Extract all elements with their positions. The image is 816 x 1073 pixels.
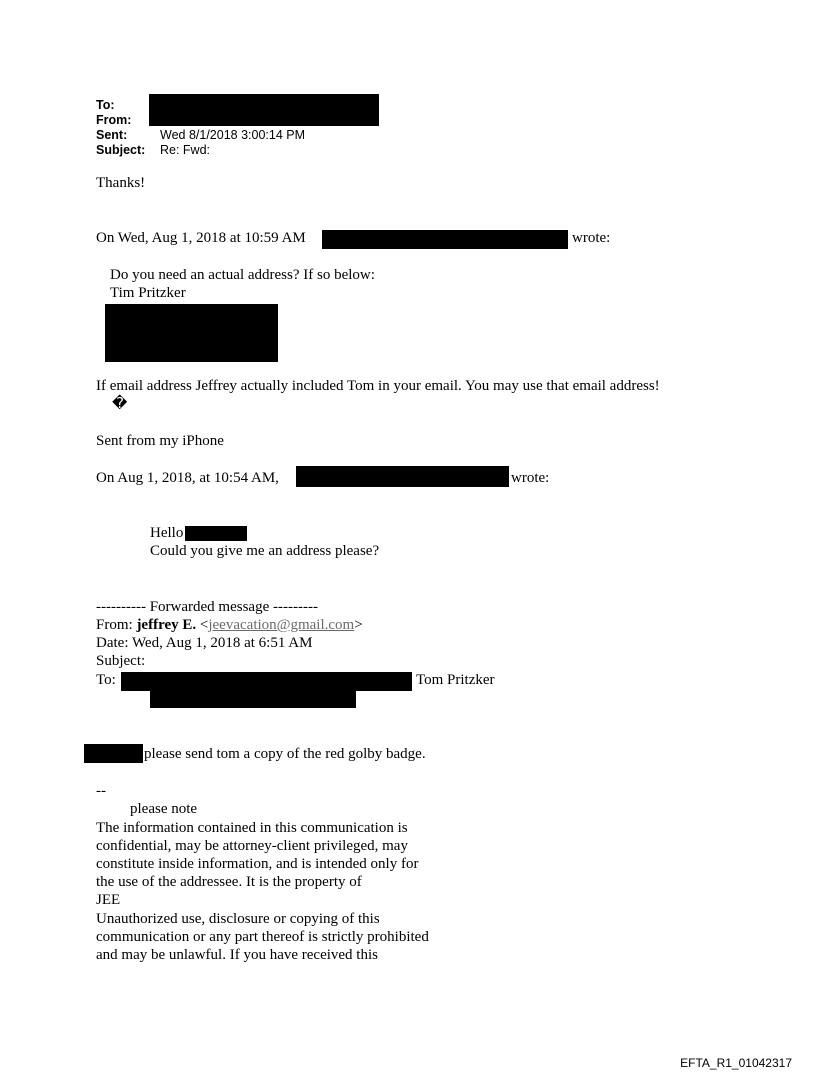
signature-note: please note bbox=[130, 801, 198, 817]
thanks-text: Thanks! bbox=[96, 175, 146, 191]
forwarded-from-name: jeffrey E. bbox=[136, 617, 197, 633]
redaction-forwarded-to-2 bbox=[150, 690, 356, 708]
document-id: EFTA_R1_01042317 bbox=[680, 1056, 792, 1070]
sent-from-text: Sent from my iPhone bbox=[96, 433, 224, 449]
header-to-label: To: bbox=[96, 98, 115, 112]
header-sent-label: Sent: bbox=[96, 128, 128, 142]
address-question: Do you need an actual address? If so below: bbox=[110, 267, 375, 283]
redaction-hello-name bbox=[185, 526, 247, 541]
redaction-message-recipient bbox=[84, 744, 143, 763]
header-subject-label: Subject: bbox=[96, 143, 146, 157]
disclaimer-line: JEE bbox=[96, 892, 121, 908]
header-from-label: From: bbox=[96, 113, 132, 127]
forwarded-from-line: From: jeffrey E. <jeevacation@gmail.com> bbox=[96, 617, 363, 633]
forwarded-from-email-link[interactable]: jeevacation@gmail.com bbox=[208, 617, 355, 633]
disclaimer-line: the use of the addressee. It is the property of bbox=[96, 874, 362, 890]
redaction-forwarded-to-1 bbox=[121, 672, 412, 691]
disclaimer-line: confidential, may be attorney-client privileged, may bbox=[96, 838, 408, 854]
forwarded-message-text: please send tom a copy of the red golby badge. bbox=[144, 746, 426, 762]
address-name: Tim Pritzker bbox=[110, 285, 186, 301]
header-subject-value: Re: Fwd: bbox=[160, 143, 211, 157]
disclaimer-line: communication or any part thereof is strictly prohibited bbox=[96, 929, 429, 945]
forwarded-to-name: Tom Pritzker bbox=[416, 672, 495, 688]
redaction-quote1-sender bbox=[322, 230, 568, 249]
forwarded-subject-line: Subject: bbox=[96, 653, 146, 669]
hello-text: Hello bbox=[150, 525, 184, 541]
quote1-prefix: On Wed, Aug 1, 2018 at 10:59 AM bbox=[96, 230, 306, 246]
redaction-quote2-sender bbox=[296, 466, 509, 487]
signature-dashes: -- bbox=[96, 783, 106, 799]
disclaimer-line: and may be unlawful. If you have received this bbox=[96, 947, 378, 963]
quote2-suffix: wrote: bbox=[511, 470, 550, 486]
redaction-to-from bbox=[149, 94, 379, 126]
forwarded-to-label: To: bbox=[96, 672, 116, 688]
header-sent-value: Wed 8/1/2018 3:00:14 PM bbox=[160, 128, 306, 142]
forwarded-date-line: Date: Wed, Aug 1, 2018 at 6:51 AM bbox=[96, 635, 313, 651]
quote2-prefix: On Aug 1, 2018, at 10:54 AM, bbox=[96, 470, 279, 486]
forwarded-divider: ---------- Forwarded message --------- bbox=[96, 599, 318, 615]
email-note: If email address Jeffrey actually included Tom in your email. You may use that email address! bbox=[96, 378, 660, 394]
disclaimer-line: Unauthorized use, disclosure or copying of this bbox=[96, 911, 380, 927]
replacement-glyph: � bbox=[112, 396, 128, 412]
disclaimer-line: constitute inside information, and is intended only for bbox=[96, 856, 419, 872]
request-text: Could you give me an address please? bbox=[150, 543, 380, 559]
disclaimer-line: The information contained in this communication is bbox=[96, 820, 408, 836]
redaction-address bbox=[105, 304, 278, 362]
quote1-suffix: wrote: bbox=[572, 230, 611, 246]
